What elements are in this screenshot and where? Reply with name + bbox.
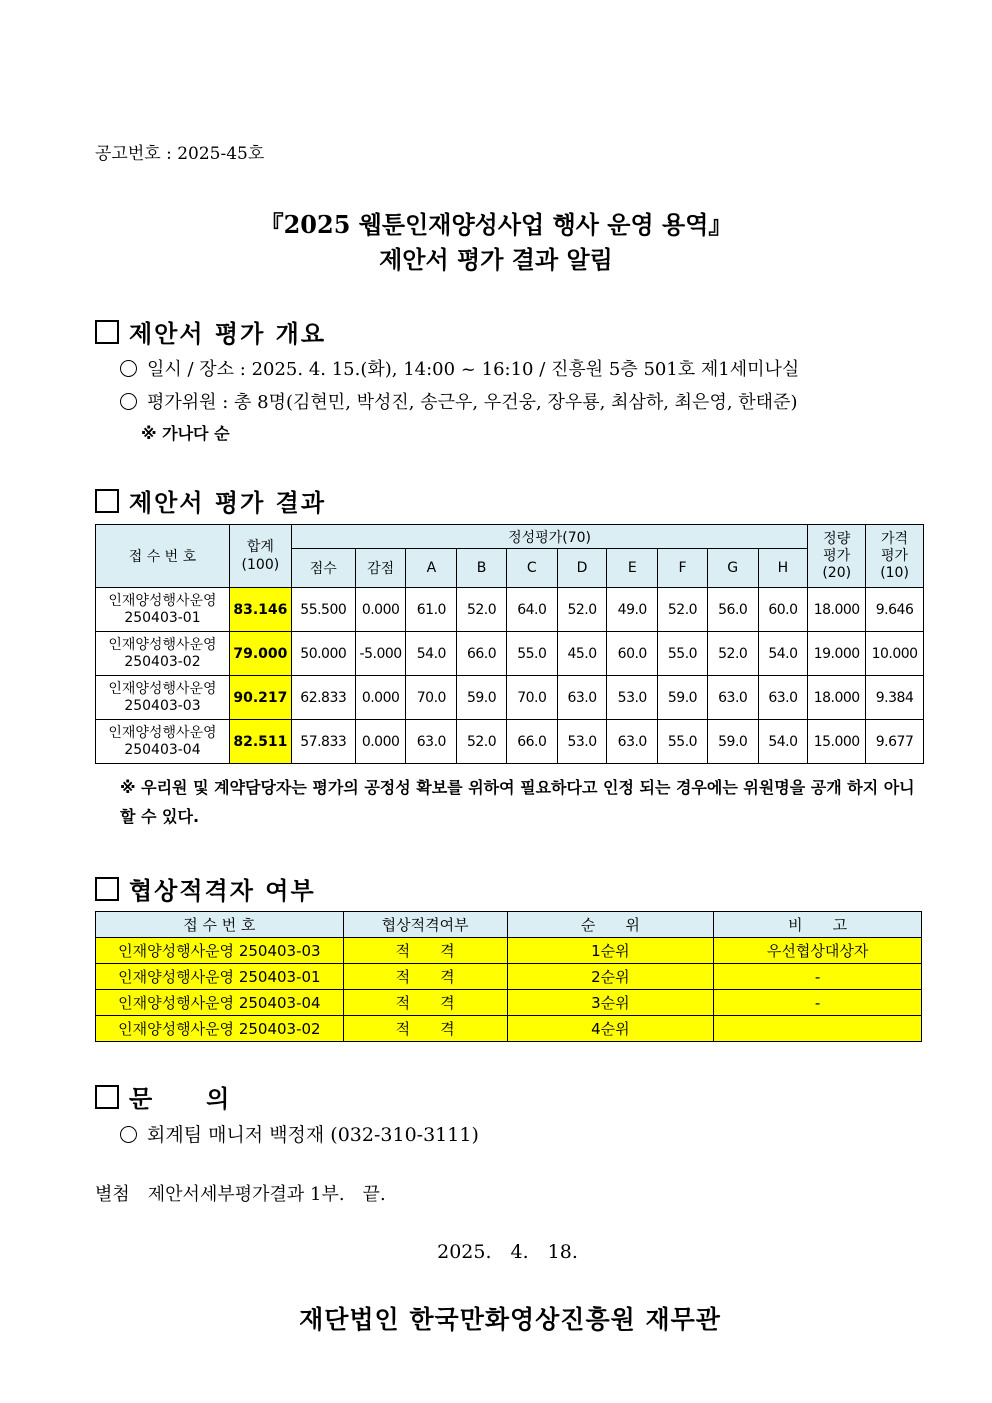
results-cell-price: 9.646 xyxy=(866,588,924,632)
document-date: 2025. 4. 18. xyxy=(437,1241,578,1263)
negotiation-table xyxy=(95,911,922,1042)
results-cell-eval-d: 52.0 xyxy=(557,588,607,632)
header-score: 점수 xyxy=(291,549,355,588)
results-cell-score: 62.833 xyxy=(291,676,355,720)
results-cell-eval-b: 66.0 xyxy=(457,632,507,676)
circle-bullet-icon xyxy=(120,1126,137,1143)
results-row xyxy=(96,676,924,720)
results-cell-eval-h: 60.0 xyxy=(758,588,808,632)
neg-cell-id: 인재양성행사운영 250403-03 xyxy=(96,938,344,964)
results-cell-total: 90.217 xyxy=(229,676,291,720)
header-total: 합계 (100) xyxy=(229,525,291,588)
negotiation-row xyxy=(96,938,922,964)
results-cell-quant: 18.000 xyxy=(808,676,866,720)
section-results-heading xyxy=(95,483,326,518)
results-cell-eval-b: 59.0 xyxy=(457,676,507,720)
results-cell-eval-g: 59.0 xyxy=(707,720,758,764)
results-cell-eval-a: 70.0 xyxy=(406,676,457,720)
results-cell-eval-g: 52.0 xyxy=(707,632,758,676)
results-cell-eval-a: 63.0 xyxy=(406,720,457,764)
attachment-line: 별첨 제안서세부평가결과 1부. 끝. xyxy=(95,1184,386,1205)
results-cell-id: 인재양성행사운영 250403-03 xyxy=(96,676,230,720)
results-cell-id: 인재양성행사운영 250403-01 xyxy=(96,588,230,632)
header-eval-a: A xyxy=(406,549,457,588)
negotiation-row xyxy=(96,990,922,1016)
results-row xyxy=(96,720,924,764)
checkbox-square-icon xyxy=(95,1085,119,1109)
negotiation-row xyxy=(96,964,922,990)
neg-cell-id: 인재양성행사운영 250403-01 xyxy=(96,964,344,990)
results-cell-eval-e: 63.0 xyxy=(607,720,658,764)
neg-cell-note: - xyxy=(714,964,922,990)
results-cell-score: 55.500 xyxy=(291,588,355,632)
neg-cell-rank: 4순위 xyxy=(507,1016,714,1042)
results-cell-eval-c: 55.0 xyxy=(506,632,557,676)
checkbox-square-icon xyxy=(95,320,119,344)
results-footnote: ※ 우리원 및 계약담당자는 평가의 공정성 확보를 위하여 필요하다고 인정 되는 경우에는 위원명을 공개 하지 아니 할 수 있다. xyxy=(120,778,915,826)
notice-number: 공고번호 : 2025-45호 xyxy=(95,144,265,164)
results-cell-eval-e: 60.0 xyxy=(607,632,658,676)
section-overview-title: 제안서 평가 개요 xyxy=(129,319,326,348)
neg-cell-status: 적 격 xyxy=(343,1016,507,1042)
header-eval-h: H xyxy=(758,549,808,588)
results-cell-id: 인재양성행사운영 250403-04 xyxy=(96,720,230,764)
section-negotiation-heading xyxy=(95,871,316,906)
inquiry-contact-text: 회계팀 매니저 백정재 (032-310-3111) xyxy=(147,1124,479,1146)
header-eval-g: G xyxy=(707,549,758,588)
results-cell-eval-c: 64.0 xyxy=(506,588,557,632)
results-cell-price: 9.384 xyxy=(866,676,924,720)
results-cell-eval-h: 63.0 xyxy=(758,676,808,720)
results-cell-eval-c: 66.0 xyxy=(506,720,557,764)
checkbox-square-icon xyxy=(95,877,119,901)
circle-bullet-icon xyxy=(120,393,137,410)
results-cell-eval-e: 49.0 xyxy=(607,588,658,632)
section-results-title: 제안서 평가 결과 xyxy=(129,488,326,517)
header-quantitative: 정량 평가 (20) xyxy=(808,525,866,588)
results-cell-eval-a: 61.0 xyxy=(406,588,457,632)
overview-committee-text: 평가위원 : 총 8명(김현민, 박성진, 송근우, 우건웅, 장우룡, 최삼하, 최은영, 한태준) xyxy=(147,392,798,413)
neg-cell-id: 인재양성행사운영 250403-04 xyxy=(96,990,344,1016)
section-negotiation-title: 협상적격자 여부 xyxy=(129,876,316,905)
neg-cell-note: 우선협상대상자 xyxy=(714,938,922,964)
results-row xyxy=(96,632,924,676)
header-receipt-no: 접 수 번 호 xyxy=(96,525,230,588)
results-cell-price: 10.000 xyxy=(866,632,924,676)
results-cell-deduction: -5.000 xyxy=(355,632,406,676)
negotiation-row xyxy=(96,1016,922,1042)
results-cell-total: 79.000 xyxy=(229,632,291,676)
results-cell-deduction: 0.000 xyxy=(355,720,406,764)
neg-cell-rank: 1순위 xyxy=(507,938,714,964)
results-cell-price: 9.677 xyxy=(866,720,924,764)
header-eval-c: C xyxy=(506,549,557,588)
results-cell-eval-b: 52.0 xyxy=(457,588,507,632)
results-cell-eval-c: 70.0 xyxy=(506,676,557,720)
results-row xyxy=(96,588,924,632)
neg-cell-rank: 3순위 xyxy=(507,990,714,1016)
header-eval-e: E xyxy=(607,549,658,588)
document-title-line1: 『2025 웹툰인재양성사업 행사 운영 용역』 xyxy=(259,210,733,239)
neg-cell-rank: 2순위 xyxy=(507,964,714,990)
results-cell-eval-f: 52.0 xyxy=(658,588,708,632)
neg-cell-id: 인재양성행사운영 250403-02 xyxy=(96,1016,344,1042)
results-cell-deduction: 0.000 xyxy=(355,588,406,632)
neg-cell-status: 적 격 xyxy=(343,938,507,964)
neg-cell-note: - xyxy=(714,990,922,1016)
section-inquiry-title: 문 의 xyxy=(129,1084,232,1113)
header-eval-f: F xyxy=(658,549,708,588)
results-cell-eval-d: 45.0 xyxy=(557,632,607,676)
header-eval-d: D xyxy=(557,549,607,588)
section-inquiry-heading xyxy=(95,1079,231,1114)
overview-schedule xyxy=(120,355,799,381)
neg-header-receipt-no: 접 수 번 호 xyxy=(96,912,344,938)
results-cell-quant: 15.000 xyxy=(808,720,866,764)
results-cell-total: 82.511 xyxy=(229,720,291,764)
neg-cell-note xyxy=(714,1016,922,1042)
results-table xyxy=(95,524,924,764)
overview-schedule-text: 일시 / 장소 : 2025. 4. 15.(화), 14:00 ~ 16:10 / 진흥원 5층 501호 제1세미나실 xyxy=(147,359,800,380)
results-cell-eval-b: 52.0 xyxy=(457,720,507,764)
circle-bullet-icon xyxy=(120,360,137,377)
results-cell-total: 83.146 xyxy=(229,588,291,632)
results-cell-score: 50.000 xyxy=(291,632,355,676)
results-cell-eval-g: 56.0 xyxy=(707,588,758,632)
document-title-line2: 제안서 평가 결과 알림 xyxy=(379,245,613,274)
issuer-name: 재단법인 한국만화영상진흥원 재무관 xyxy=(299,1305,721,1334)
header-eval-b: B xyxy=(457,549,507,588)
results-cell-eval-h: 54.0 xyxy=(758,720,808,764)
overview-committee xyxy=(120,388,797,414)
results-cell-score: 57.833 xyxy=(291,720,355,764)
header-qualitative: 정성평가(70) xyxy=(291,525,807,549)
neg-header-rank: 순 위 xyxy=(507,912,714,938)
checkbox-square-icon xyxy=(95,489,119,513)
results-cell-deduction: 0.000 xyxy=(355,676,406,720)
results-cell-eval-f: 59.0 xyxy=(658,676,708,720)
results-cell-eval-d: 63.0 xyxy=(557,676,607,720)
header-price: 가격 평가 (10) xyxy=(866,525,924,588)
results-cell-eval-a: 54.0 xyxy=(406,632,457,676)
inquiry-contact xyxy=(120,1120,479,1147)
results-cell-eval-e: 53.0 xyxy=(607,676,658,720)
results-cell-eval-f: 55.0 xyxy=(658,720,708,764)
section-overview-heading xyxy=(95,314,326,349)
overview-order-note: ※ 가나다 순 xyxy=(141,424,230,443)
results-cell-id: 인재양성행사운영 250403-02 xyxy=(96,632,230,676)
header-deduction: 감점 xyxy=(355,549,406,588)
results-cell-eval-g: 63.0 xyxy=(707,676,758,720)
results-cell-eval-f: 55.0 xyxy=(658,632,708,676)
neg-header-eligibility: 협상적격여부 xyxy=(343,912,507,938)
results-cell-eval-d: 53.0 xyxy=(557,720,607,764)
neg-cell-status: 적 격 xyxy=(343,990,507,1016)
neg-header-note: 비 고 xyxy=(714,912,922,938)
results-cell-quant: 19.000 xyxy=(808,632,866,676)
neg-cell-status: 적 격 xyxy=(343,964,507,990)
results-cell-eval-h: 54.0 xyxy=(758,632,808,676)
results-cell-quant: 18.000 xyxy=(808,588,866,632)
